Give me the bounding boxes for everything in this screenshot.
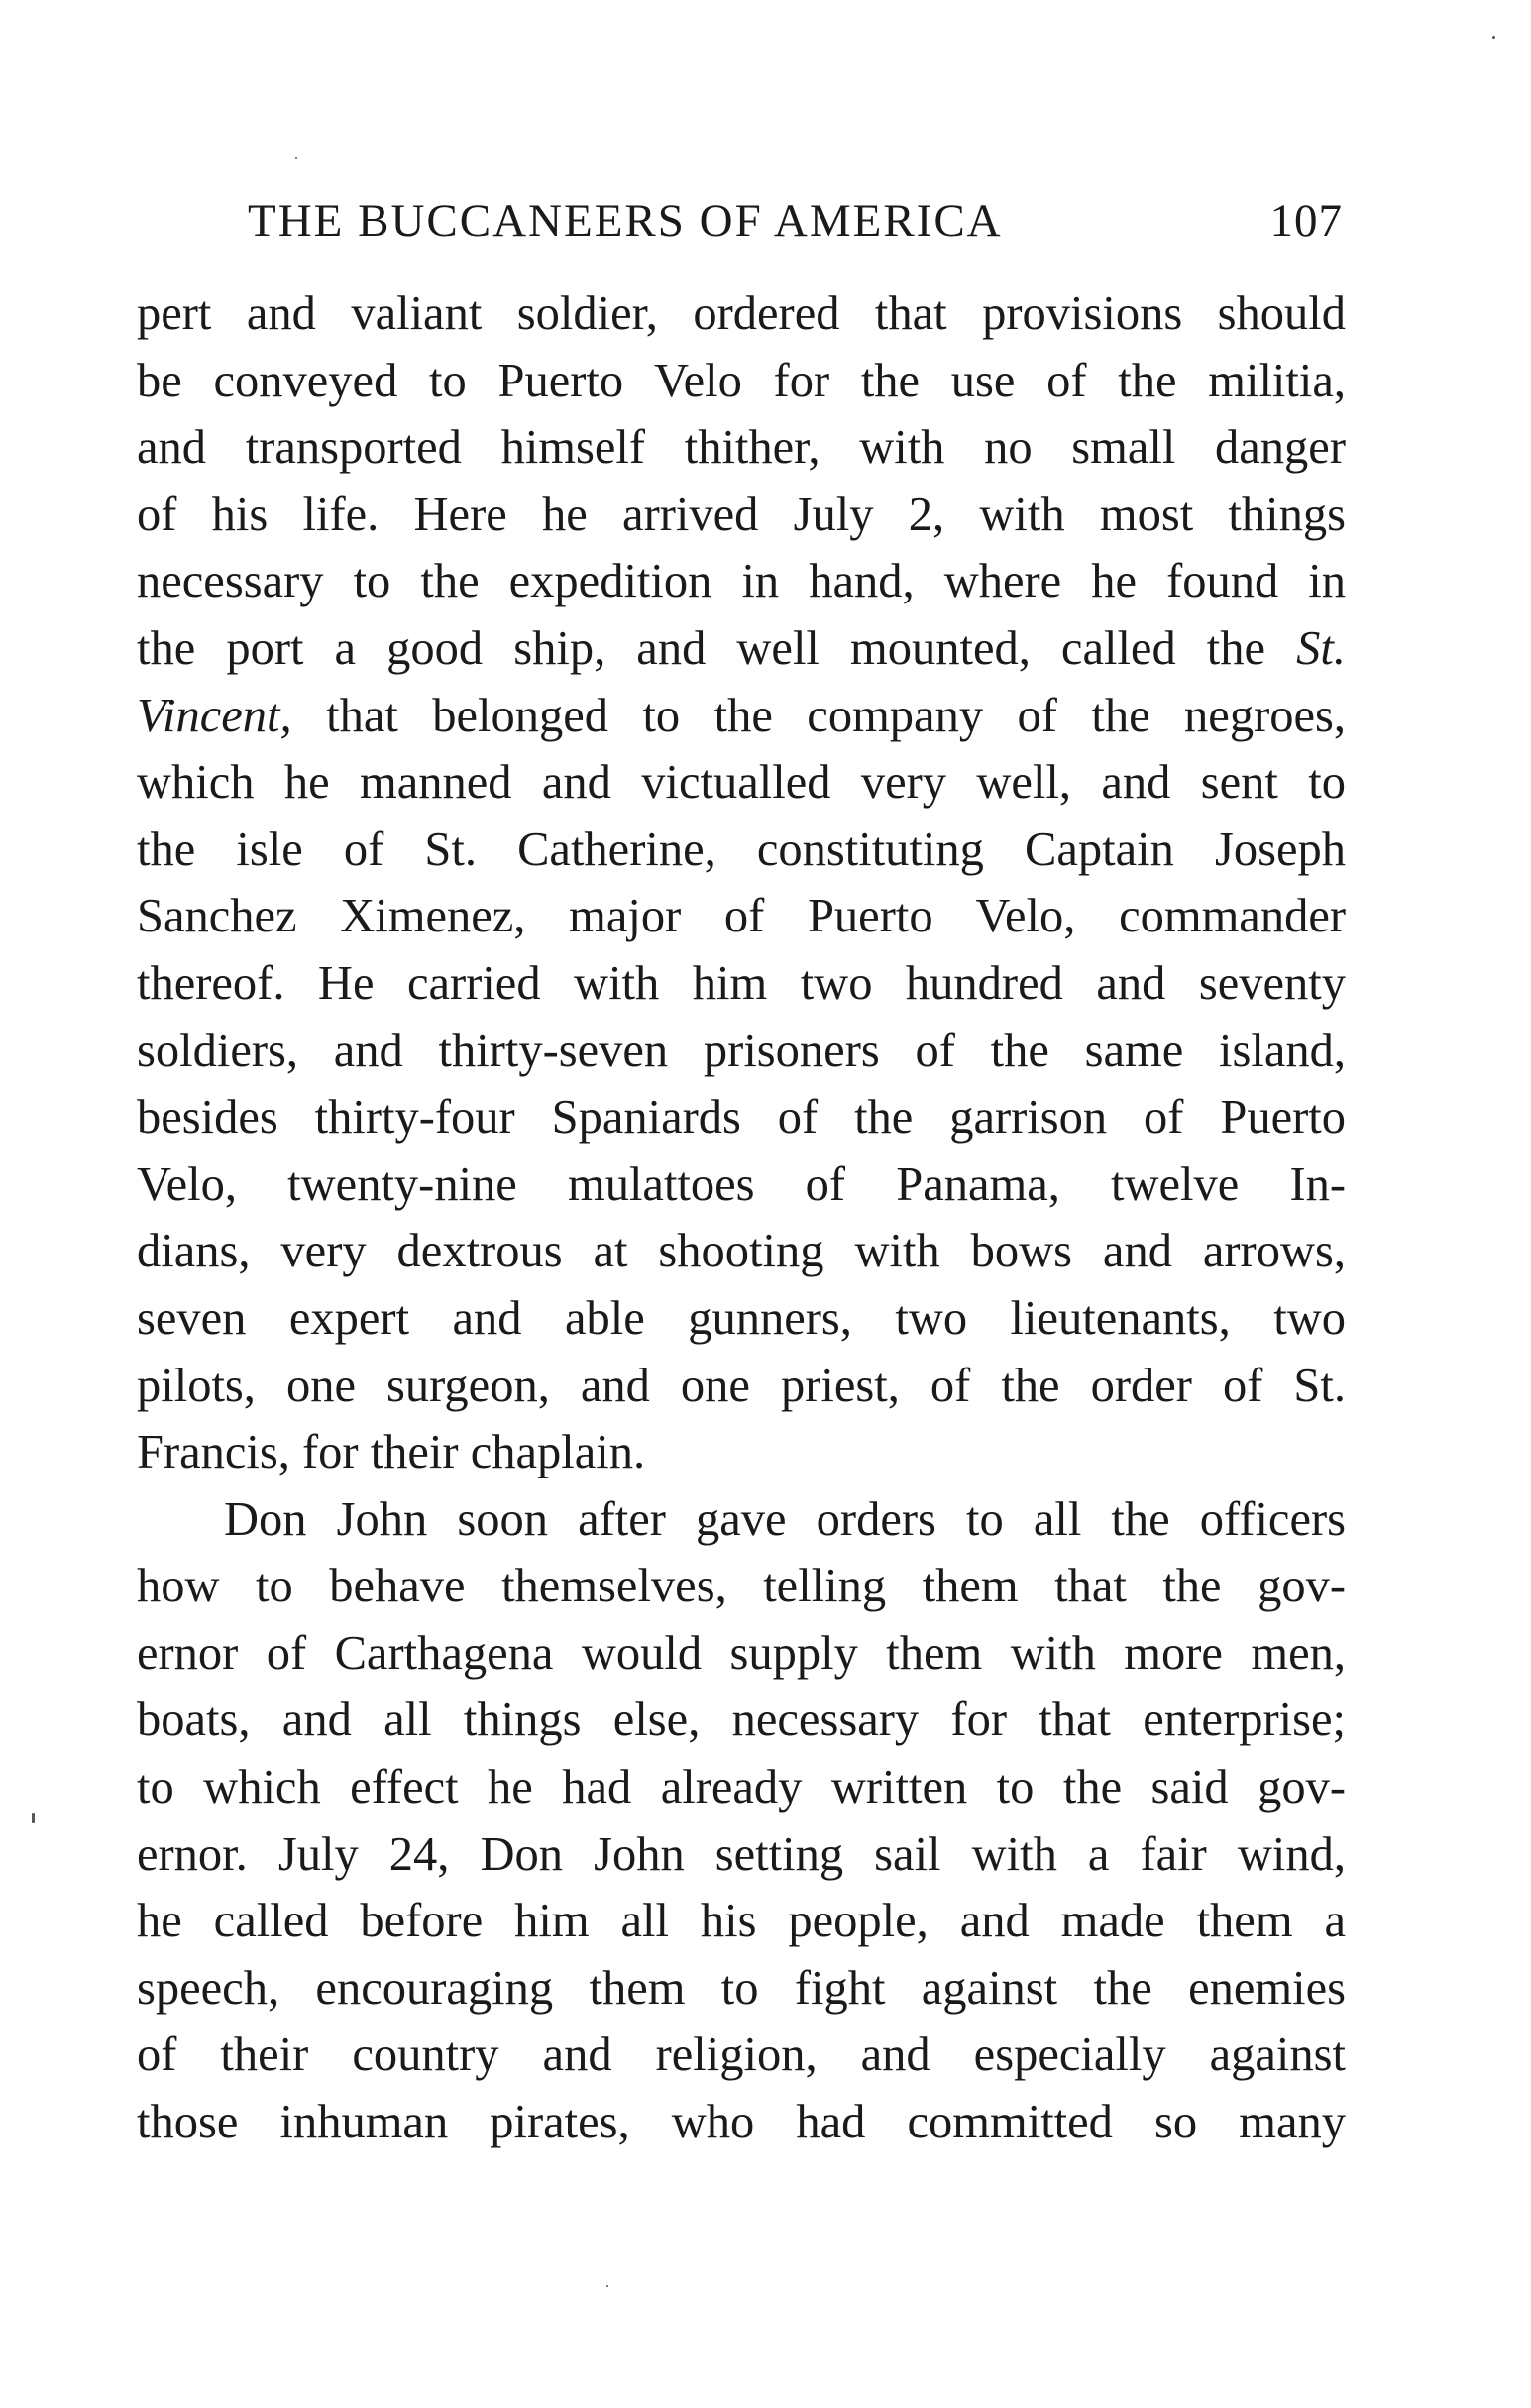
running-head <box>248 194 1343 254</box>
text-line: Velo, twenty-nine mulattoes of Panama, twelve In- <box>137 1157 1346 1211</box>
running-head-title: THE BUCCANEERS OF AMERICA <box>248 195 1003 247</box>
text-line: soldiers, and thirty-seven prisoners of the same island, <box>137 1024 1346 1077</box>
text-line: besides thirty-four Spaniards of the garrison of Puerto <box>137 1091 1346 1145</box>
page-number: 107 <box>1269 195 1343 247</box>
text-line: the port a good ship, and well mounted, called the St. <box>137 621 1346 675</box>
paper-speck <box>32 1813 35 1823</box>
text-line: to which effect he had already written to the said gov- <box>137 1761 1346 1814</box>
text-line: of their country and religion, and especially against <box>137 2028 1346 2082</box>
text-line: which he manned and victualled very well, and sent to <box>137 756 1346 810</box>
text-line: pilots, one surgeon, and one priest, of the order of St. <box>137 1359 1346 1412</box>
text-line: seven expert and able gunners, two lieutenants, two <box>137 1291 1346 1345</box>
paper-speck <box>606 2285 608 2287</box>
text-line: thereof. He carried with him two hundred and seventy <box>137 956 1346 1010</box>
paragraph-start-line: Don John soon after gave orders to all the officers <box>224 1492 1346 1546</box>
italic-ship-name: St. <box>1296 621 1346 675</box>
text-line: pert and valiant soldier, ordered that provisions should <box>137 287 1346 340</box>
text-line: the isle of St. Catherine, constituting Captain Joseph <box>137 822 1346 876</box>
text-line: be conveyed to Puerto Velo for the use of the militia, <box>137 354 1346 407</box>
text-line: boats, and all things else, necessary for that enterprise; <box>137 1694 1346 1747</box>
text-line: dians, very dextrous at shooting with bows and arrows, <box>137 1225 1346 1278</box>
body-text <box>137 280 1346 2156</box>
text-line: speech, encouraging them to fight against the enemies <box>137 1961 1346 2015</box>
text-line: he called before him all his people, and made them a <box>137 1895 1346 1948</box>
text-line: ernor. July 24, Don John setting sail with a fair wind, <box>137 1827 1346 1881</box>
paper-speck <box>1492 36 1495 39</box>
text-line: and transported himself thither, with no small danger <box>137 421 1346 475</box>
paragraph-end-line: Francis, for their chaplain. <box>137 1426 646 1479</box>
text-line: Sanchez Ximenez, major of Puerto Velo, commander <box>137 890 1346 943</box>
text-line: Vincent, that belonged to the company of the negroes, <box>137 689 1346 742</box>
paper-speck <box>295 157 297 159</box>
text-line: those inhuman pirates, who had committed so many <box>137 2096 1346 2149</box>
text-line: of his life. Here he arrived July 2, with most things <box>137 488 1346 541</box>
text-line: necessary to the expedition in hand, where he found in <box>137 555 1346 608</box>
text-line: how to behave themselves, telling them that the gov- <box>137 1560 1346 1613</box>
italic-ship-name: Vincent, <box>137 689 292 742</box>
text-line: ernor of Carthagena would supply them with more men, <box>137 1626 1346 1680</box>
